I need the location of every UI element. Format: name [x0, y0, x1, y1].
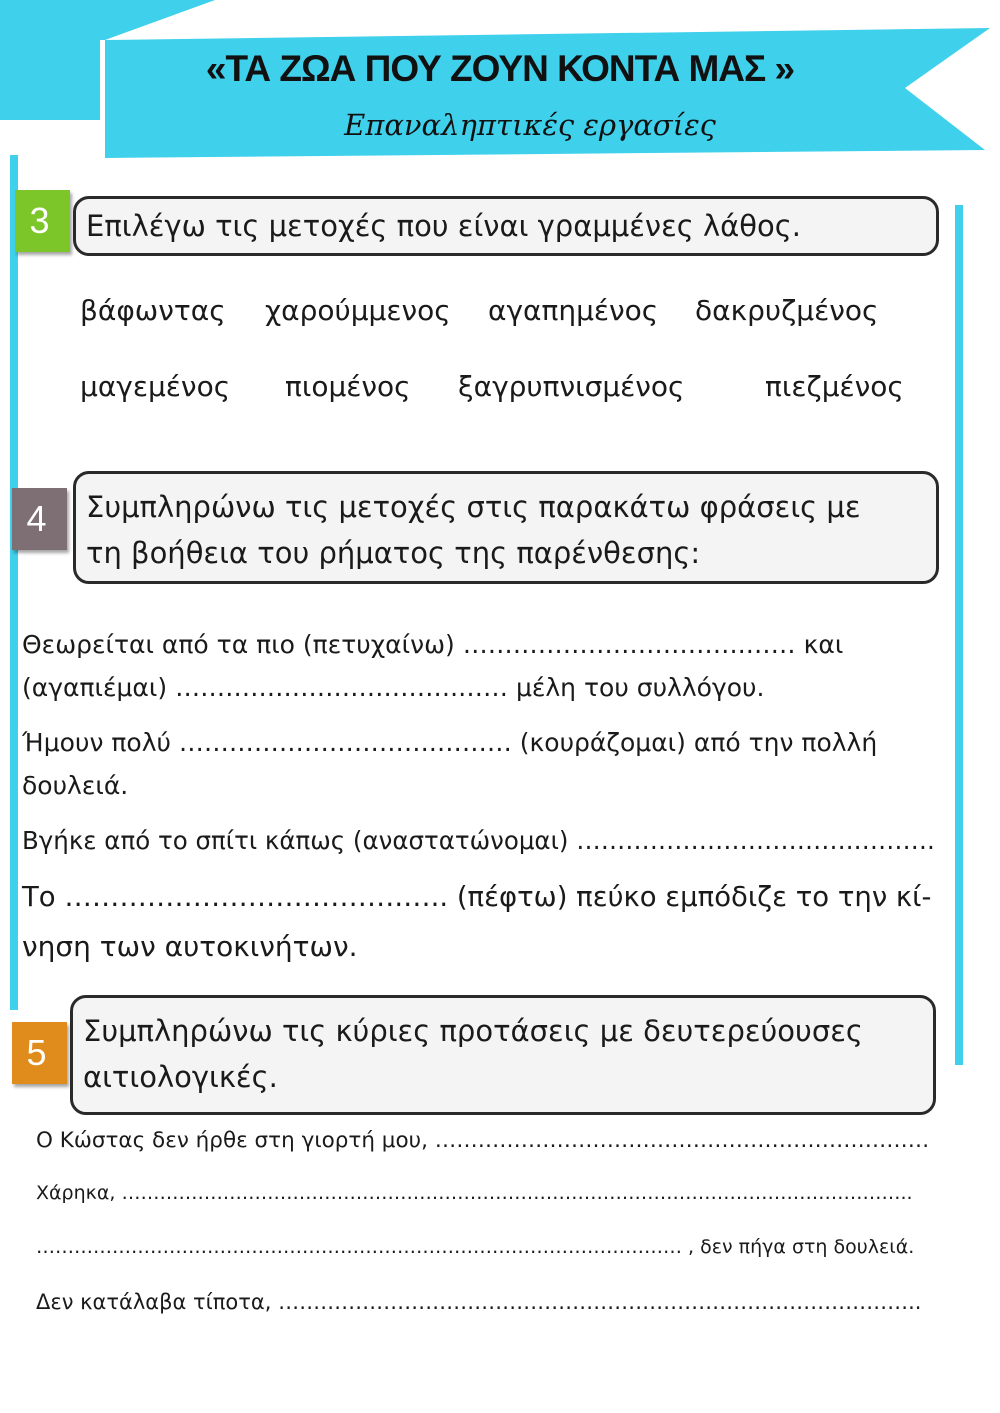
fill-in-line: νηση των αυτοκινήτων.	[22, 930, 358, 963]
fill-in-line[interactable]: Χάρηκα, ……………………………………………………………………………………………………………..	[36, 1182, 913, 1204]
exercise-3-instruction-box	[73, 196, 939, 256]
exercise-4-instruction-line: τη βοήθεια του ρήματος της παρένθεσης:	[86, 536, 701, 570]
word-option[interactable]: ξαγρυπνισμένος	[458, 370, 685, 403]
banner-ribbon-shadow	[0, 8, 100, 120]
fill-in-line[interactable]: Ο Κώστας δεν ήρθε στη γιορτή μου, ……………………………………………………………	[36, 1128, 930, 1153]
fill-in-line[interactable]: (αγαπιέμαι) …………………………….…… μέλη του συλλόγου.	[22, 673, 765, 702]
exercise-4-instruction-line: Συμπληρώνω τις μετοχές στις παρακάτω φράσεις με	[86, 490, 861, 524]
fill-in-line[interactable]: ………………………………………………………………………………………… , δεν πήγα στη δουλειά.	[36, 1236, 915, 1258]
exercise-3-badge	[15, 190, 70, 252]
word-option[interactable]: μαγεμένος	[80, 370, 231, 403]
exercise-3-instruction: Επιλέγω τις μετοχές που είναι γραμμένες λάθος.	[86, 209, 802, 243]
word-option[interactable]: βάφωντας	[80, 294, 226, 327]
page-title: «ΤΑ ΖΩΑ ΠΟΥ ΖΟΥΝ ΚΟΝΤΑ ΜΑΣ »	[205, 48, 795, 89]
fill-in-line[interactable]: Θεωρείται από τα πιο (πετυχαίνω) …………………………….…… και	[22, 630, 844, 659]
exercise-4-badge	[12, 488, 67, 550]
word-option[interactable]: δακρυζμένος	[695, 294, 879, 327]
fill-in-line[interactable]: Βγήκε από το σπίτι κάπως (αναστατώνομαι) …………………………….……….	[22, 826, 935, 855]
exercise-5-number: 5	[26, 1032, 47, 1073]
exercise-5-instruction-box	[70, 995, 936, 1115]
right-side-line	[955, 205, 963, 1065]
exercise-4-number: 4	[26, 498, 47, 539]
word-option[interactable]: χαρούμμενος	[265, 294, 451, 327]
fill-in-line[interactable]: Ήμουν πολύ ………………………….……… (κουράζομαι) από την πολλή	[22, 728, 878, 757]
exercise-5-instruction-line: αιτιολογικές.	[83, 1060, 278, 1094]
exercise-3-number: 3	[29, 200, 50, 241]
fill-in-line[interactable]: Το ……………………………….….. (πέφτω) πεύκο εμπόδιζε το την κί-	[22, 881, 932, 913]
word-option[interactable]: αγαπημένος	[488, 294, 659, 327]
word-option[interactable]: πιεζμένος	[765, 370, 904, 403]
exercise-5-badge	[12, 1022, 67, 1084]
fill-in-line[interactable]: Δεν κατάλαβα τίποτα, ………………………………………………………………………………..	[36, 1290, 922, 1314]
exercise-4-instruction-box	[73, 471, 939, 584]
word-option[interactable]: πιομένος	[285, 370, 411, 403]
page-subtitle: Επαναληπτικές εργασίες	[344, 108, 716, 142]
exercise-5-instruction-line: Συμπληρώνω τις κύριες προτάσεις με δευτερεύουσες	[83, 1014, 863, 1048]
left-side-line	[10, 155, 18, 1010]
fill-in-line: δουλειά.	[22, 771, 129, 800]
